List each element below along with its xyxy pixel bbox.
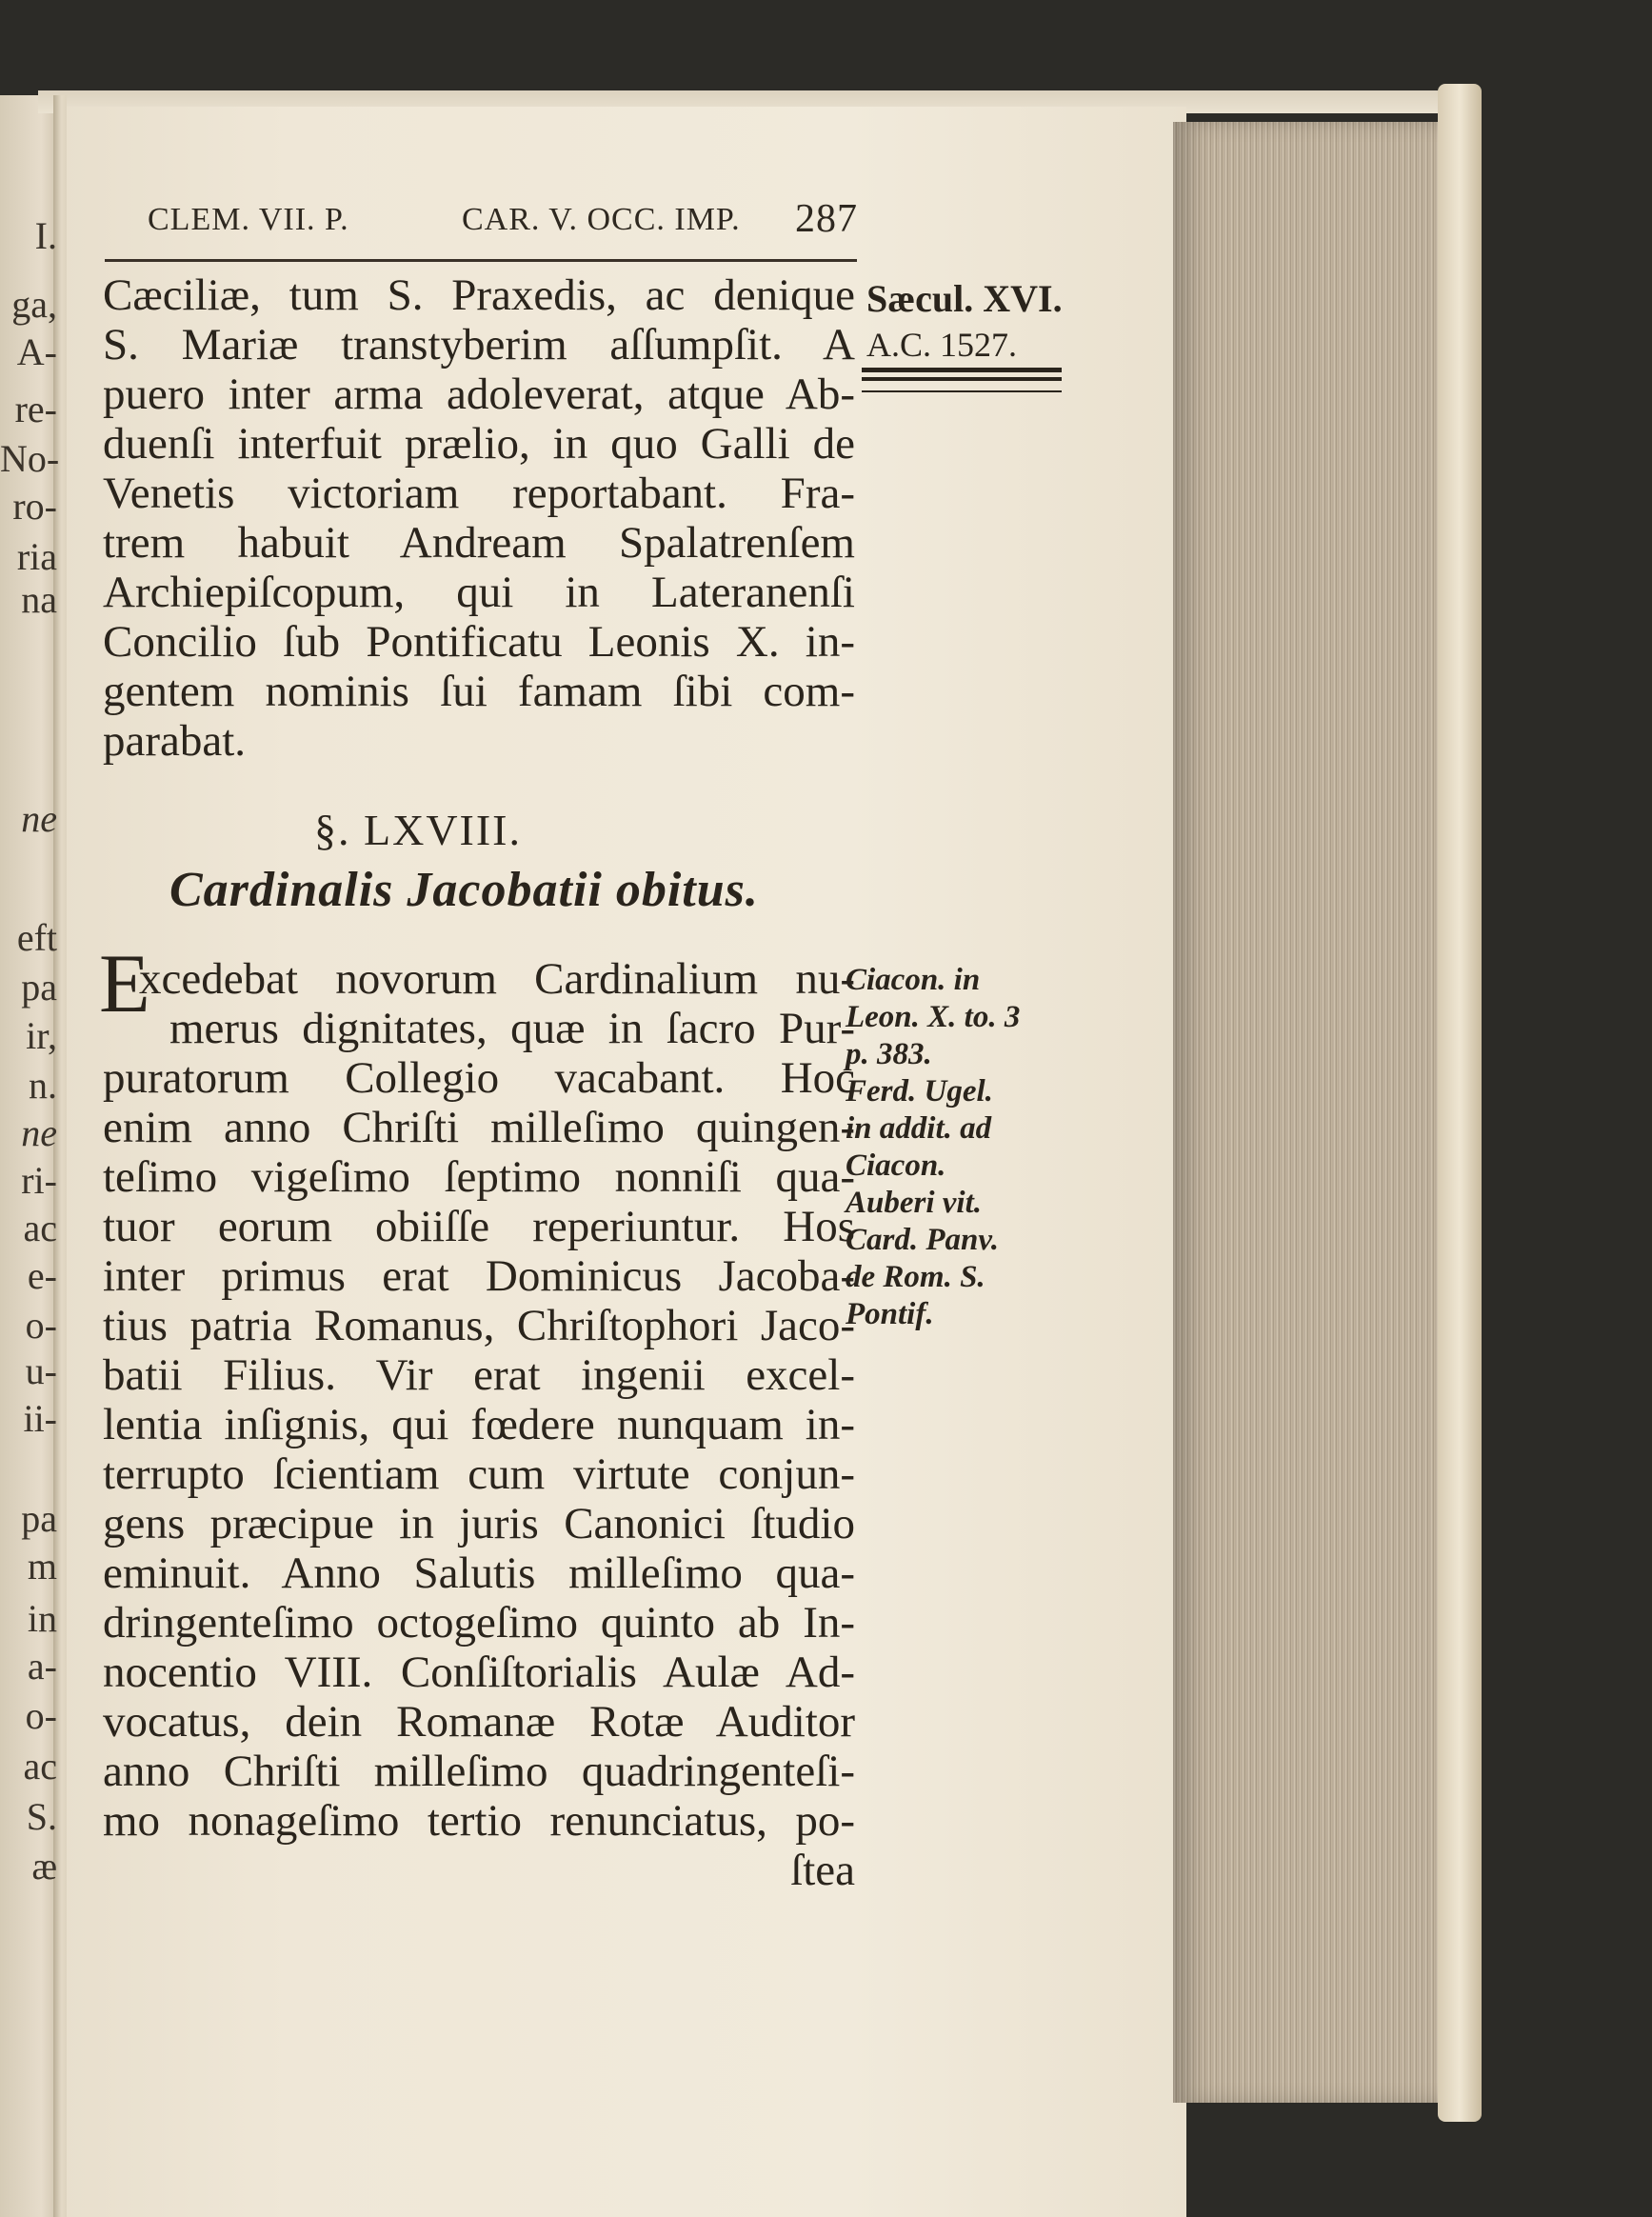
text-line: puratorum Collegio vacabant. Hoc [103, 1053, 855, 1103]
margin-note-line: Ciacon. in [846, 963, 981, 997]
section-title: Cardinalis Jacobatii obitus. [169, 863, 759, 917]
margin-note-line: in addit. ad [846, 1111, 992, 1146]
text-line: Venetis victoriam reportabant. Fra- [103, 469, 855, 518]
text-line: gentem nominis ſui famam ſibi com- [103, 667, 855, 716]
previous-page-fragment: ac [23, 1745, 57, 1788]
page-number: 287 [795, 197, 858, 241]
previous-page-fragment: ii- [23, 1397, 57, 1440]
text-line: merus dignitates, quæ in ſacro Pur- [169, 1004, 855, 1053]
margin-citations [846, 962, 1074, 1333]
text-line: xcedebat novorum Cardinalium nu- [139, 954, 855, 1004]
previous-page-fragment: e- [27, 1254, 57, 1297]
previous-page-fragment: o- [25, 1694, 57, 1737]
text-line: trem habuit Andream Spalatrenſem [103, 518, 855, 568]
previous-page-fragment: ne [21, 1111, 57, 1154]
margin-note-line: Ferd. Ugel. [846, 1074, 993, 1108]
previous-page-fragment: a- [27, 1645, 57, 1688]
margin-rule-second [862, 377, 1062, 381]
margin-note-line: Ciacon. [846, 1148, 946, 1183]
previous-page-fragment: ria [16, 535, 57, 578]
margin-note-line: Auberi vit. [846, 1186, 983, 1220]
previous-page-fragment: ga, [11, 283, 57, 326]
text-line: mo nonageſimo tertio renunciatus, po- [103, 1796, 855, 1846]
previous-page-fragment: S. [26, 1795, 57, 1838]
previous-page-fragment: pa [21, 966, 57, 1009]
text-line: duenſi interfuit prælio, in quo Galli de [103, 419, 855, 469]
previous-page-fragment: in [27, 1597, 57, 1640]
text-line: Concilio ſub Pontificatu Leonis X. in- [103, 617, 855, 667]
text-line: parabat. [103, 716, 247, 766]
text-line: nocentio VIII. Conſiſtorialis Aulæ Ad- [103, 1648, 855, 1697]
previous-page-fragment: A- [16, 330, 57, 373]
margin-rule-thin [862, 390, 1062, 392]
previous-page-fragment: ac [23, 1207, 57, 1249]
previous-page-fragment: re- [14, 388, 57, 430]
margin-note-line: Leon. X. to. 3 [846, 1000, 1021, 1034]
margin-date-note [866, 276, 1076, 365]
section-number: §. LXVIII. [314, 806, 522, 854]
drop-initial: E [99, 938, 150, 1030]
margin-note-line: Card. Panv. [846, 1223, 1000, 1257]
header-rule [105, 259, 857, 262]
book-cover-edge [1438, 84, 1482, 2122]
previous-page-fragment: n. [29, 1064, 57, 1107]
text-line: puero inter arma adoleverat, atque Ab- [103, 370, 855, 419]
text-line: vocatus, dein Romanæ Rotæ Auditor [103, 1697, 855, 1747]
text-line: gens præcipue in juris Canonici ſtudio [103, 1499, 855, 1548]
text-line: Archiepiſcopum, qui in Lateranenſi [103, 568, 855, 617]
page-stack-fore-edge [1173, 122, 1449, 2103]
previous-page-fragment: o- [25, 1304, 57, 1347]
previous-page-fragment: ir, [26, 1014, 57, 1057]
paragraph-2 [103, 954, 855, 1895]
previous-page-fragment: No- [0, 437, 60, 480]
text-line: anno Chriſti milleſimo quadringenteſi- [103, 1747, 855, 1796]
previous-page-fragment: pa [21, 1497, 57, 1540]
previous-page-fragment: æ [31, 1845, 57, 1887]
text-line: dringenteſimo octogeſimo quinto ab In- [103, 1598, 855, 1648]
previous-page-fragment: I. [34, 214, 57, 257]
saeculum-label: Sæcul. XVI. [866, 277, 1063, 320]
text-line: terrupto ſcientiam cum virtute conjun- [103, 1449, 855, 1499]
previous-page-fragment: m [27, 1545, 57, 1588]
text-line: Cæciliæ, tum S. Praxedis, ac denique [103, 270, 855, 320]
text-line: tuor eorum obiiſſe reperiuntur. Hos [103, 1202, 855, 1251]
text-line: eminuit. Anno Salutis milleſimo qua- [103, 1548, 855, 1598]
paragraph-1 [103, 270, 855, 766]
text-line: enim anno Chriſti milleſimo quingen- [103, 1103, 855, 1152]
running-head-center: CAR. V. OCC. IMP. [462, 202, 741, 237]
previous-page-fragment: ro- [12, 485, 57, 528]
text-line: lentia inſignis, qui fœdere nunquam in- [103, 1400, 855, 1449]
margin-note-line: de Rom. S. [846, 1260, 985, 1294]
running-head-left: CLEM. VII. P. [148, 202, 349, 237]
text-line: inter primus erat Dominicus Jacoba- [103, 1251, 855, 1301]
text-line: tius patria Romanus, Chriſtophori Jaco- [103, 1301, 855, 1350]
previous-page-fragment: ri- [21, 1159, 57, 1202]
previous-page-fragment: ne [21, 797, 57, 840]
previous-page-fragment: u- [25, 1349, 57, 1392]
previous-page-fragment: na [21, 578, 57, 621]
text-line: S. Mariæ transtyberim aſſumpſit. A [103, 320, 855, 370]
margin-note-line: p. 383. [846, 1037, 932, 1071]
previous-page-fragment: eft [16, 916, 57, 959]
margin-note-line: Pontif. [846, 1297, 934, 1331]
text-line: batii Filius. Vir erat ingenii excel- [103, 1350, 855, 1400]
text-line: teſimo vigeſimo ſeptimo nonniſi qua- [103, 1152, 855, 1202]
running-head [148, 197, 871, 253]
catchword: ſtea [790, 1846, 855, 1895]
margin-rule-thick [862, 368, 1062, 372]
year-label: A.C. 1527. [866, 326, 1018, 364]
